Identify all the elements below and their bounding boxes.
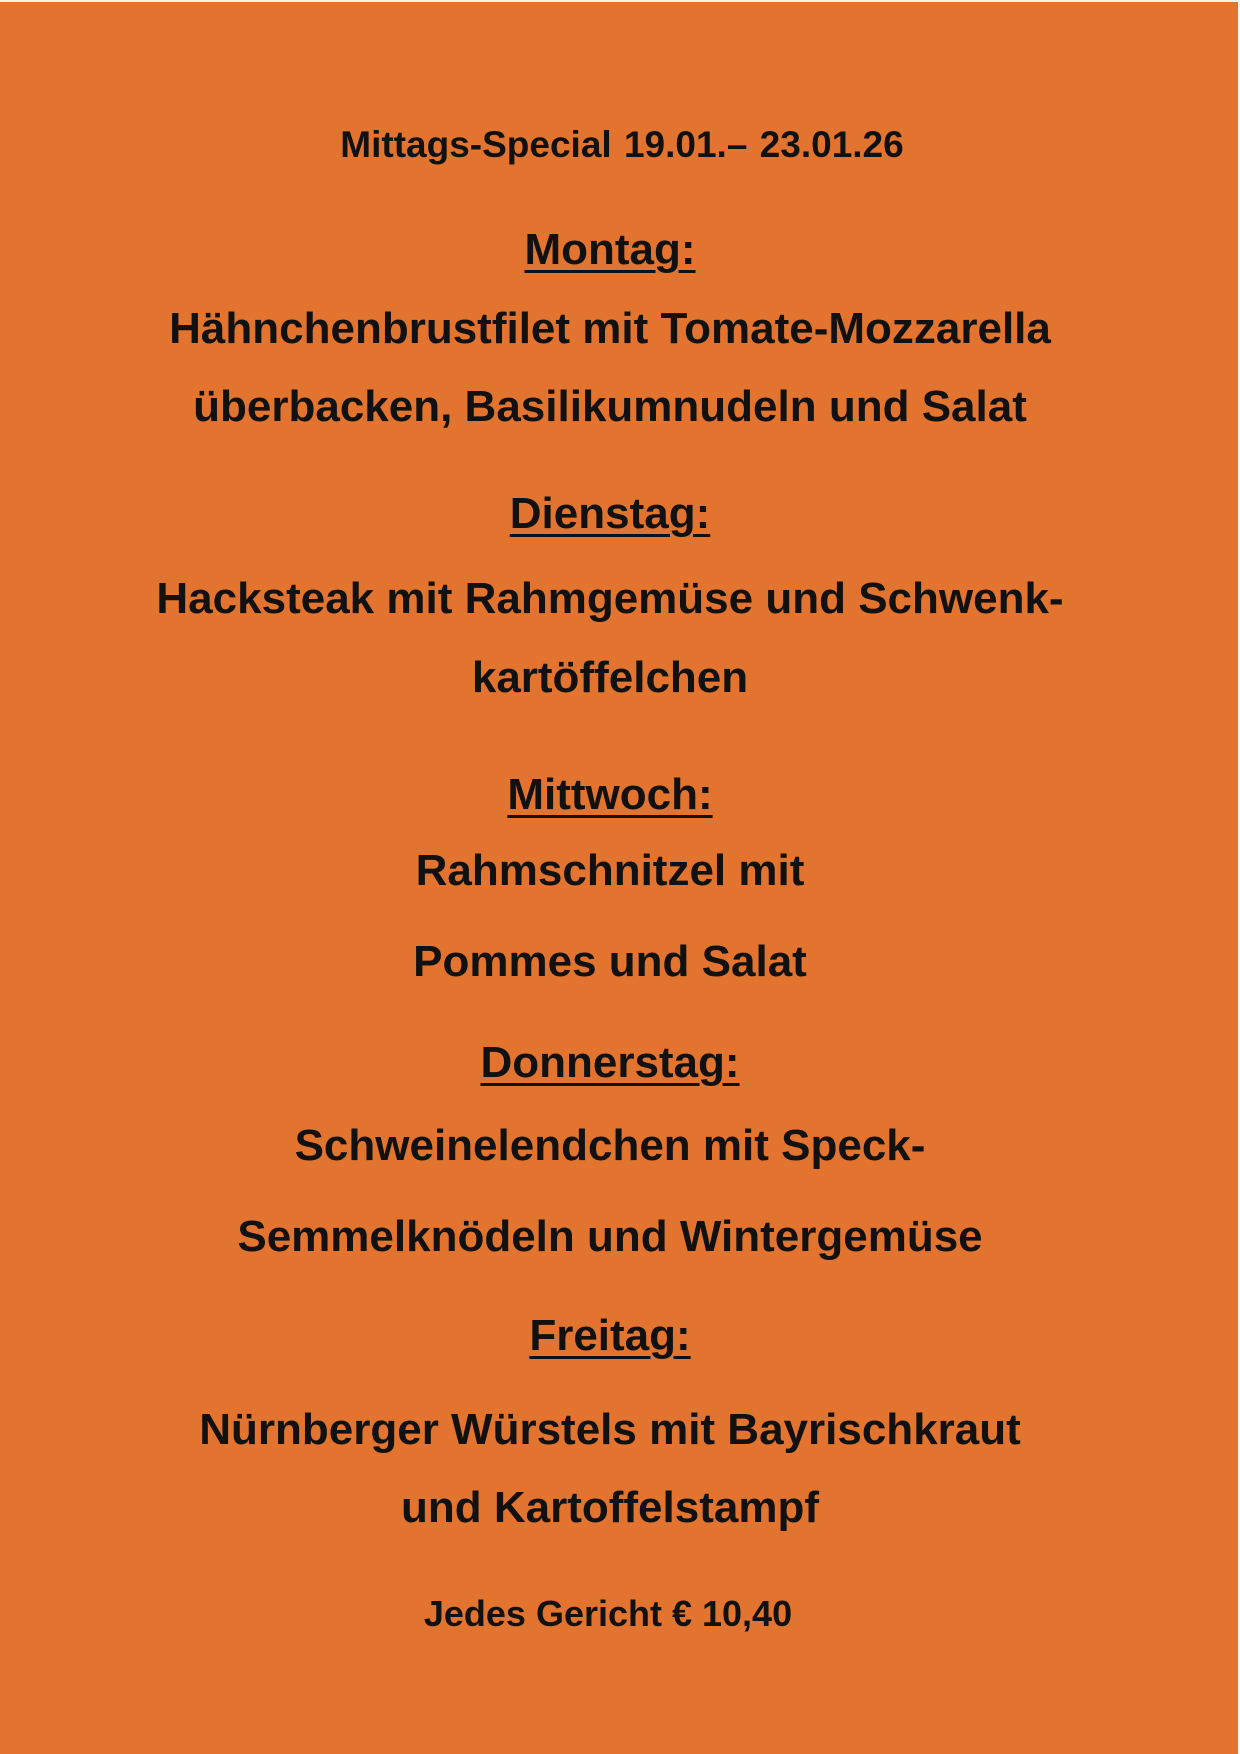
dish-line-friday-2: und Kartoffelstampf [401,1483,819,1532]
dish-line-tuesday-1: Hacksteak mit Rahmgemüse und Schwenk- [156,574,1064,623]
day-heading-monday: Montag: [524,225,696,274]
dish-line-thursday-1: Schweinelendchen mit Speck- [294,1121,926,1170]
dish-line-tuesday-2: kartöffelchen [471,653,749,702]
dish-line-monday-1: Hähnchenbrustfilet mit Tomate-Mozzarella [169,304,1051,353]
day-heading-tuesday: Dienstag: [509,489,711,538]
page-title: Mittags-Special 19.01.– 23.01.26 [340,124,904,165]
dish-line-thursday-2: Semmelknödeln und Wintergemüse [237,1212,983,1261]
dish-line-friday-1: Nürnberger Würstels mit Bayrischkraut [199,1405,1021,1454]
day-heading-thursday: Donnerstag: [480,1038,740,1087]
day-heading-friday: Freitag: [529,1311,691,1360]
dish-line-wednesday-2: Pommes und Salat [413,937,807,986]
day-heading-wednesday: Mittwoch: [507,770,713,819]
dish-line-wednesday-1: Rahmschnitzel mit [415,846,805,895]
price-note: Jedes Gericht € 10,40 [423,1593,793,1634]
dish-line-monday-2: überbacken, Basilikumnudeln und Salat [193,382,1027,431]
